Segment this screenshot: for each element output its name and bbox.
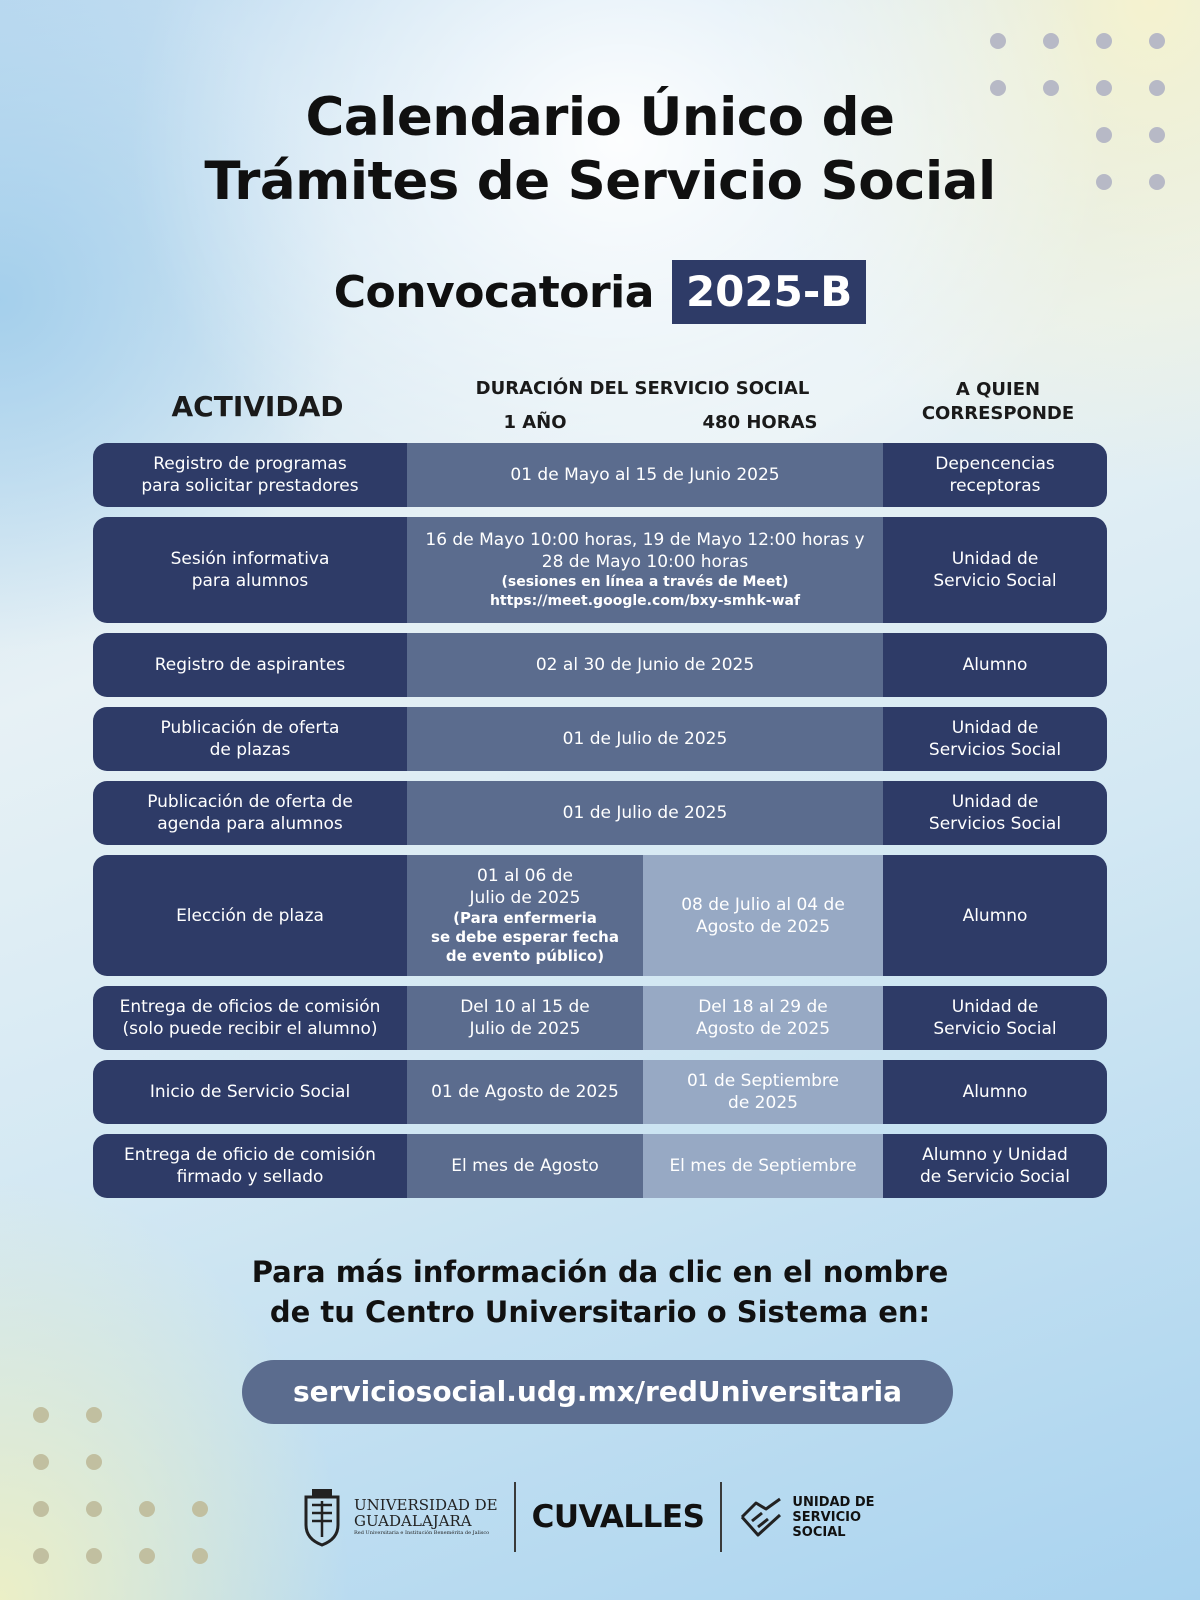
- table-row: [93, 1060, 1107, 1124]
- header-actividad: ACTIVIDAD: [171, 390, 344, 423]
- cuvalles-logo: CUVALLES: [531, 1499, 705, 1535]
- activity-cell: Elección de plaza: [93, 855, 407, 976]
- 480-hours-cell: Del 18 al 29 de Agosto de 2025: [643, 986, 883, 1050]
- responsible-cell: Alumno: [883, 1060, 1107, 1124]
- decorative-dots-bottom-left: [33, 1407, 208, 1564]
- table-row: [93, 781, 1107, 845]
- dates-cell: 01 de Julio de 2025: [407, 707, 883, 771]
- table-row: [93, 707, 1107, 771]
- handshake-icon: [738, 1495, 784, 1539]
- meet-note: (sesiones en línea a través de Meet): [501, 574, 789, 590]
- responsible-cell: Alumno: [883, 855, 1107, 976]
- convocatoria-heading: [0, 260, 1200, 324]
- responsible-cell: Depencencias receptoras: [883, 443, 1107, 507]
- unidad-servicio-social-logo: UNIDAD DE SERVICIO SOCIAL: [738, 1495, 874, 1540]
- activity-cell: Inicio de Servicio Social: [93, 1060, 407, 1124]
- red-universitaria-link[interactable]: serviciosocial.udg.mx/redUniversitaria: [242, 1360, 953, 1424]
- table-row: [93, 633, 1107, 697]
- 480-hours-cell: 01 de Septiembre de 2025: [643, 1060, 883, 1124]
- one-year-cell: 01 de Agosto de 2025: [407, 1060, 643, 1124]
- activity-cell: Registro de aspirantes: [93, 633, 407, 697]
- logo-divider: [720, 1482, 722, 1552]
- logo-bar: [300, 1480, 910, 1554]
- dates-cell: 01 de Mayo al 15 de Junio 2025: [407, 443, 883, 507]
- dates-cell: 02 al 30 de Junio de 2025: [407, 633, 883, 697]
- activity-cell: Publicación de oferta de agenda para alumnos: [93, 781, 407, 845]
- one-year-cell: 01 al 06 de Julio de 2025 (Para enfermeria se debe esperar fecha de evento público): [407, 855, 643, 976]
- logo-divider: [514, 1482, 516, 1552]
- table-row: [93, 443, 1107, 507]
- activity-cell: Entrega de oficios de comisión (solo puede recibir el alumno): [93, 986, 407, 1050]
- responsible-cell: Unidad de Servicio Social: [883, 517, 1107, 623]
- table-row: [93, 855, 1107, 976]
- header-one-year: 1 AÑO: [503, 412, 567, 433]
- responsible-cell: Unidad de Servicio Social: [883, 986, 1107, 1050]
- responsible-cell: Alumno: [883, 633, 1107, 697]
- activity-cell: Publicación de oferta de plazas: [93, 707, 407, 771]
- activity-cell: Sesión informativa para alumnos: [93, 517, 407, 623]
- table-row: [93, 1134, 1107, 1198]
- responsible-cell: Unidad de Servicios Social: [883, 707, 1107, 771]
- udg-logo: UNIVERSIDAD DE GUADALAJARA Red Universitaria e Institución Benemérita de Jalisco: [300, 1487, 498, 1547]
- responsible-cell: Alumno y Unidad de Servicio Social: [883, 1134, 1107, 1198]
- table-row: [93, 517, 1107, 623]
- header-duracion: DURACIÓN DEL SERVICIO SOCIAL: [475, 378, 810, 399]
- header-480-hours: 480 HORAS: [702, 412, 818, 433]
- 480-hours-cell: 08 de Julio al 04 de Agosto de 2025: [643, 855, 883, 976]
- activity-cell: Registro de programas para solicitar prestadores: [93, 443, 407, 507]
- convocatoria-period-badge: 2025-B: [672, 260, 866, 324]
- meet-link[interactable]: https://meet.google.com/bxy-smhk-waf: [489, 593, 801, 609]
- more-info-text: Para más información da clic en el nombre de tu Centro Universitario o Sistema en:: [251, 1255, 949, 1329]
- responsible-cell: Unidad de Servicios Social: [883, 781, 1107, 845]
- page-title: Calendario Único de Trámites de Servicio Social: [204, 87, 996, 212]
- one-year-cell: El mes de Agosto: [407, 1134, 643, 1198]
- one-year-cell: Del 10 al 15 de Julio de 2025: [407, 986, 643, 1050]
- dates-cell: 16 de Mayo 10:00 horas, 19 de Mayo 12:00 horas y 28 de Mayo 10:00 horas (sesiones en línea a través de Meet) https://meet.google.com/bxy-smhk-waf: [407, 517, 883, 623]
- dates-cell: 01 de Julio de 2025: [407, 781, 883, 845]
- convocatoria-label: Convocatoria: [333, 266, 654, 318]
- table-row: [93, 986, 1107, 1050]
- activity-cell: Entrega de oficio de comisión firmado y sellado: [93, 1134, 407, 1198]
- 480-hours-cell: El mes de Septiembre: [643, 1134, 883, 1198]
- header-a-quien-corresponde: A QUIEN CORRESPONDE: [921, 379, 1075, 424]
- udg-crest-icon: [300, 1487, 344, 1547]
